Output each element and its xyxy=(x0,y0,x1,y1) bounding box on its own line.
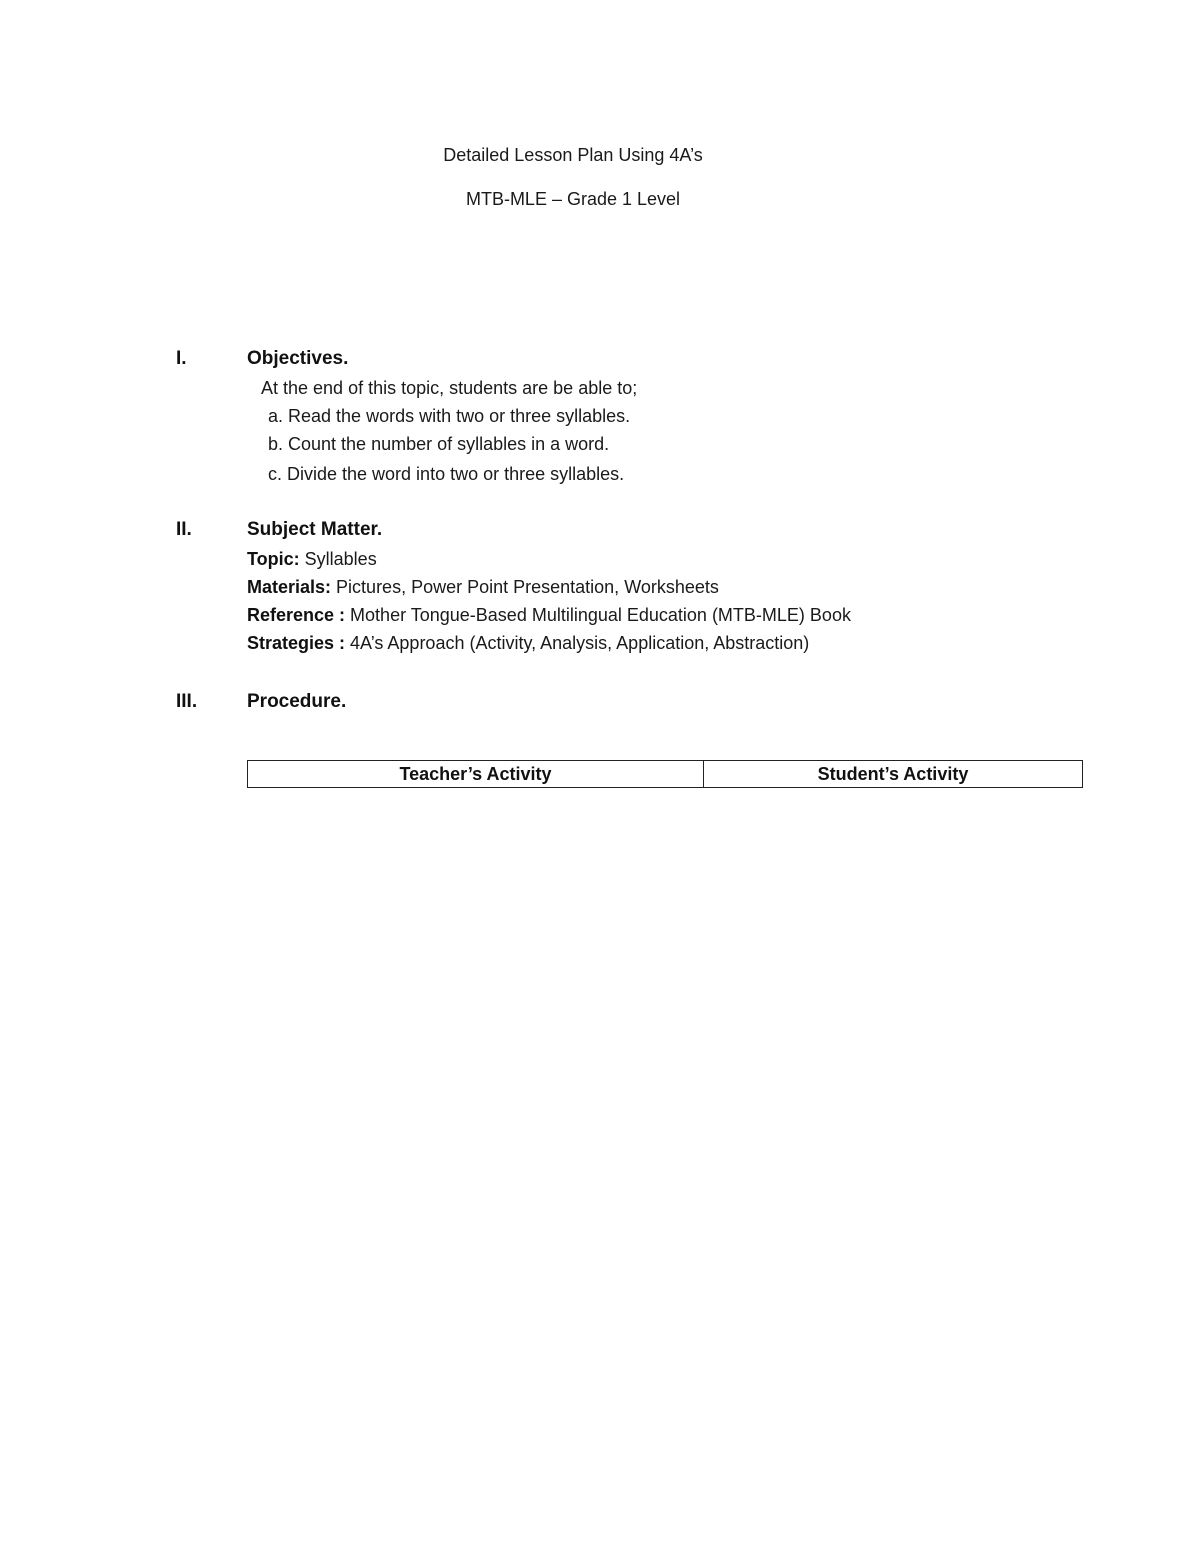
header-students-activity: Student’s Activity xyxy=(704,761,1083,788)
section-numeral: I. xyxy=(176,348,187,369)
procedure-table xyxy=(247,760,1083,788)
field-label: Reference : xyxy=(247,605,346,625)
document-title: Detailed Lesson Plan Using 4A’s xyxy=(443,145,703,165)
field-value: Mother Tongue-Based Multilingual Education (MTB-MLE) Book xyxy=(345,605,851,625)
objectives-intro: At the end of this topic, students are be able to; xyxy=(261,378,638,398)
field-label: Topic: xyxy=(247,549,300,569)
document-subtitle: MTB-MLE – Grade 1 Level xyxy=(465,189,681,209)
field-reference xyxy=(247,605,851,626)
field-label: Materials: xyxy=(247,577,332,597)
section-heading: Subject Matter. xyxy=(247,519,383,540)
objective-item: c. Divide the word into two or three syllables. xyxy=(268,464,625,484)
objective-item: a. Read the words with two or three syllables. xyxy=(268,406,631,426)
section-heading: Procedure. xyxy=(247,691,347,712)
field-value: Syllables xyxy=(299,549,377,569)
field-value: Pictures, Power Point Presentation, Worksheets xyxy=(331,577,719,597)
field-topic xyxy=(247,549,377,570)
field-strategies xyxy=(247,633,809,654)
section-heading: Objectives. xyxy=(247,348,349,369)
table-header-row xyxy=(248,761,1083,788)
field-label: Strategies : xyxy=(247,633,346,653)
header-teachers-activity: Teacher’s Activity xyxy=(248,761,704,788)
field-value: 4A’s Approach (Activity, Analysis, Application, Abstraction) xyxy=(345,633,810,653)
objective-item: b. Count the number of syllables in a word. xyxy=(268,434,610,454)
section-numeral: II. xyxy=(176,519,192,540)
section-numeral: III. xyxy=(176,691,198,712)
field-materials xyxy=(247,577,719,598)
